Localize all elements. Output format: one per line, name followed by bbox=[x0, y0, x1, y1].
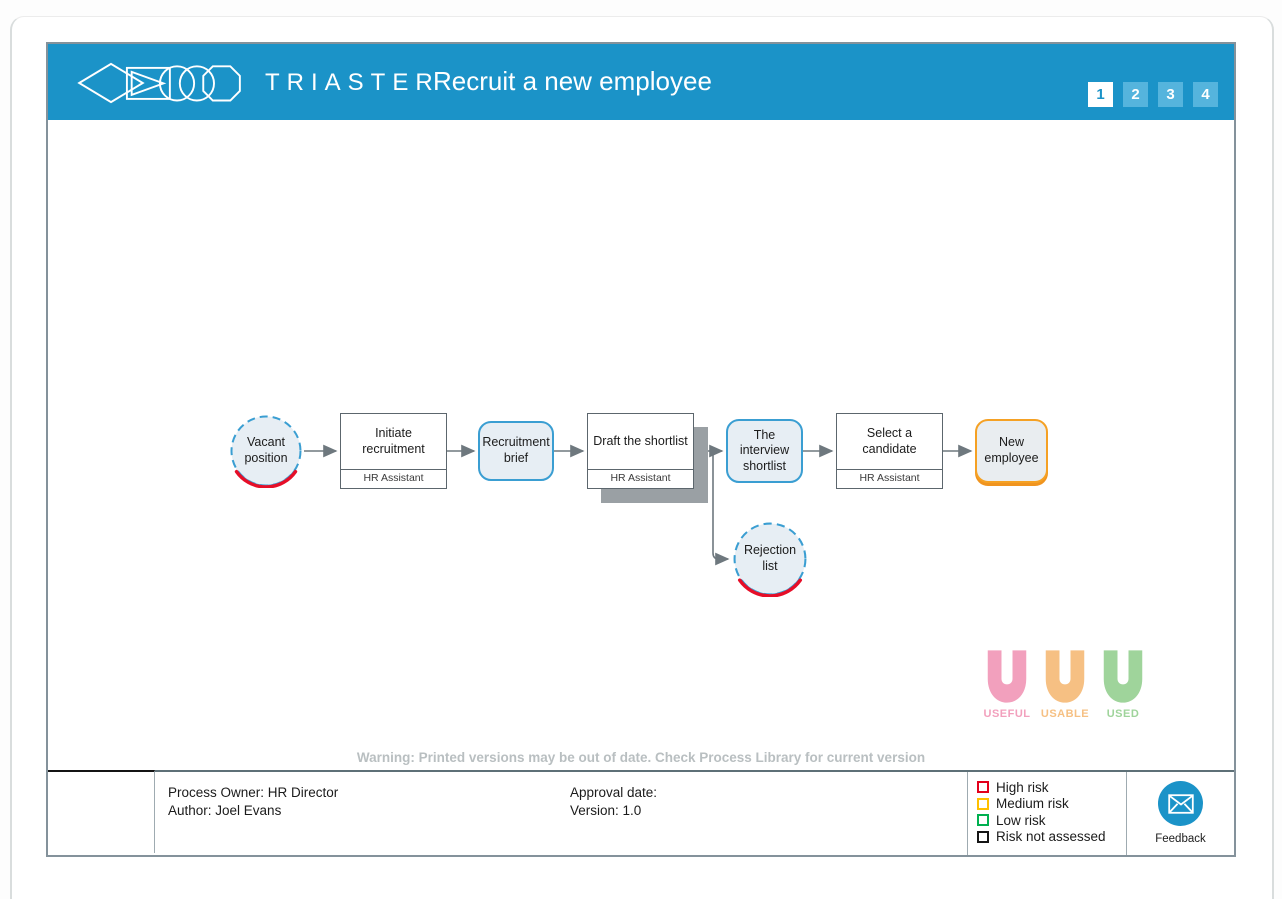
low-risk-swatch-icon bbox=[977, 814, 989, 826]
footer-bar bbox=[48, 770, 1234, 855]
node-new-employee[interactable] bbox=[975, 419, 1048, 483]
u-shape-icon bbox=[1043, 648, 1087, 706]
legend-label: Low risk bbox=[996, 812, 1046, 828]
u-shape-icon bbox=[1101, 648, 1145, 706]
legend-row-medium-risk bbox=[977, 796, 1126, 813]
legend-label: Medium risk bbox=[996, 796, 1069, 812]
feedback-label: Feedback bbox=[1155, 833, 1206, 845]
node-initiate-recruitment[interactable] bbox=[340, 413, 447, 489]
node-role: HR Assistant bbox=[341, 469, 446, 488]
feedback-button[interactable] bbox=[1126, 772, 1234, 855]
envelope-icon bbox=[1168, 794, 1194, 814]
owner-author-block bbox=[168, 784, 338, 820]
legend-label: Risk not assessed bbox=[996, 829, 1106, 845]
triaster-logo bbox=[76, 58, 440, 108]
approval-date-text: Approval date: bbox=[570, 785, 658, 800]
node-role: HR Assistant bbox=[588, 469, 693, 488]
node-recruitment-brief[interactable] bbox=[478, 421, 554, 481]
node-rejection-list[interactable] bbox=[732, 521, 808, 597]
high-risk-swatch-icon bbox=[977, 781, 989, 793]
medium-risk-swatch-icon bbox=[977, 798, 989, 810]
legend-row-high-risk bbox=[977, 779, 1126, 796]
node-label: New employee bbox=[984, 435, 1039, 465]
author-text: Author: Joel Evans bbox=[168, 803, 282, 819]
node-role: HR Assistant bbox=[837, 469, 942, 488]
footer-metadata bbox=[155, 772, 967, 855]
page-title: Recruit a new employee bbox=[433, 66, 712, 96]
footer-empty-box bbox=[48, 770, 155, 853]
flowchart-canvas bbox=[48, 120, 1234, 770]
node-label: Select a candidate bbox=[862, 425, 917, 456]
page-button-2[interactable]: 2 bbox=[1123, 82, 1148, 107]
node-vacant-position[interactable] bbox=[229, 414, 303, 488]
node-label: Vacant position bbox=[244, 435, 288, 465]
node-label: Rejection list bbox=[743, 543, 797, 573]
version-text: Version: 1.0 bbox=[570, 803, 642, 819]
legend-row-not-assessed bbox=[977, 829, 1126, 846]
node-select-a-candidate[interactable] bbox=[836, 413, 943, 489]
node-draft-the-shortlist[interactable] bbox=[587, 413, 694, 489]
page-number-nav bbox=[1088, 82, 1218, 107]
feedback-circle[interactable] bbox=[1158, 781, 1203, 826]
used-label: USED bbox=[1106, 708, 1140, 720]
page-button-1[interactable]: 1 bbox=[1088, 82, 1113, 107]
node-interview-shortlist[interactable] bbox=[726, 419, 803, 483]
node-label: Recruitment brief bbox=[482, 435, 550, 465]
print-warning-text: Warning: Printed versions may be out of date. Check Process Library for current version bbox=[356, 750, 926, 765]
triaster-logo-icon bbox=[76, 58, 251, 108]
node-label: Initiate recruitment bbox=[362, 425, 425, 456]
useful-usable-used-watermark bbox=[981, 648, 1149, 720]
page-button-3[interactable]: 3 bbox=[1158, 82, 1183, 107]
used-mark bbox=[1097, 648, 1149, 720]
not-assessed-swatch-icon bbox=[977, 831, 989, 843]
header-bar bbox=[48, 44, 1234, 120]
useful-mark bbox=[981, 648, 1033, 720]
process-map-page bbox=[46, 42, 1236, 857]
legend-row-low-risk bbox=[977, 812, 1126, 829]
page-button-4[interactable]: 4 bbox=[1193, 82, 1218, 107]
brand-name: TRIASTER bbox=[265, 69, 440, 96]
legend-label: High risk bbox=[996, 779, 1049, 795]
risk-legend bbox=[967, 772, 1126, 855]
useful-label: USEFUL bbox=[983, 708, 1031, 720]
usable-label: USABLE bbox=[1040, 708, 1090, 720]
usable-mark bbox=[1039, 648, 1091, 720]
node-label: Draft the shortlist bbox=[593, 433, 688, 448]
process-owner-text: Process Owner: HR Director bbox=[168, 785, 339, 800]
node-label: The interview shortlist bbox=[739, 427, 790, 473]
u-shape-icon bbox=[985, 648, 1029, 706]
approval-version-block bbox=[570, 784, 657, 820]
